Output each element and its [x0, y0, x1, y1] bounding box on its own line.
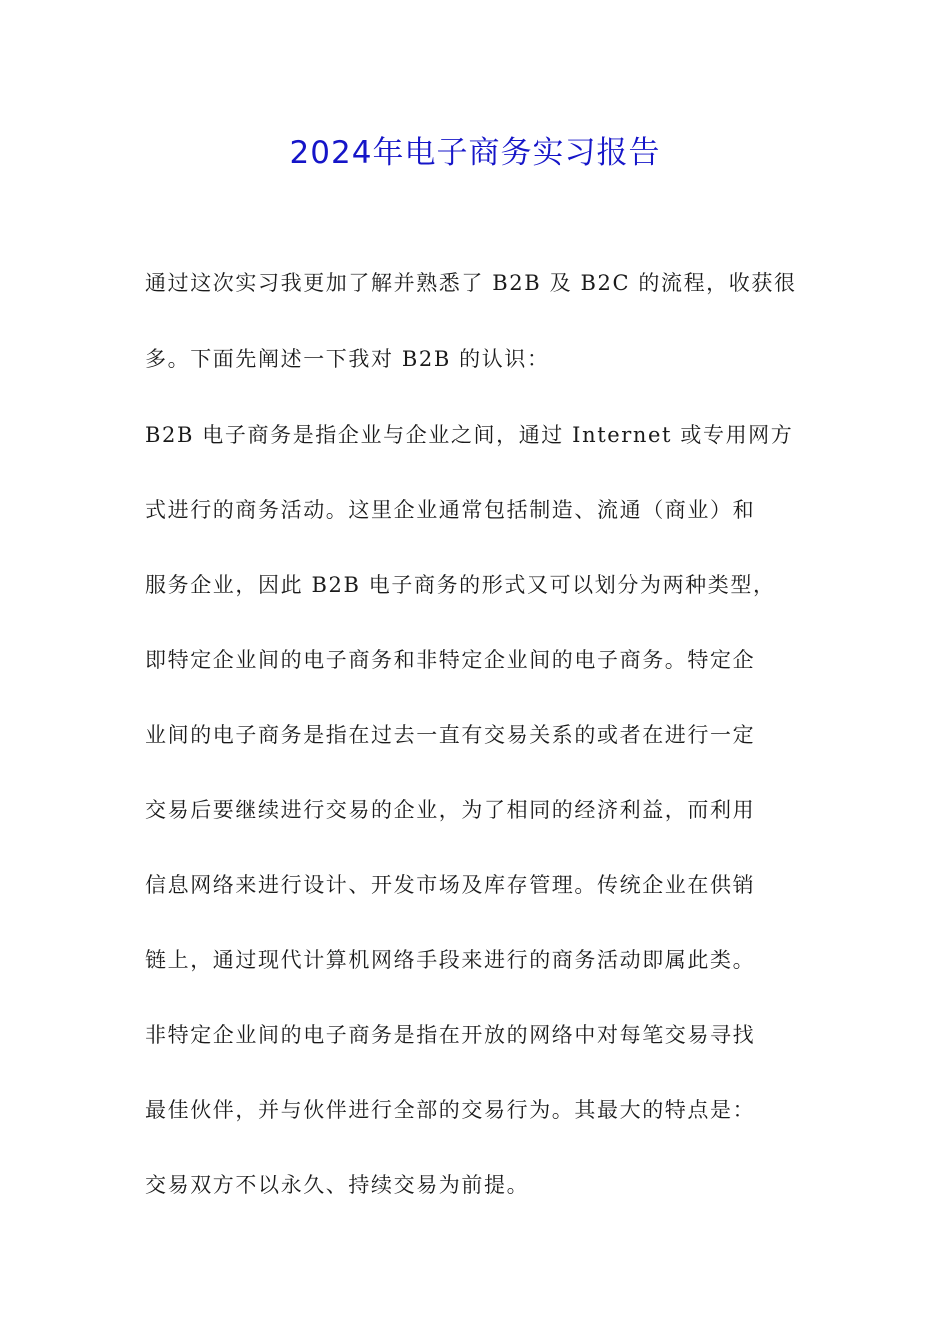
paragraph-line: 式进行的商务活动。这里企业通常包括制造、流通（商业）和: [145, 498, 756, 522]
paragraph-line: 链上，通过现代计算机网络手段来进行的商务活动即属此类。: [145, 948, 756, 972]
paragraph-line: 交易后要继续进行交易的企业，为了相同的经济利益，而利用: [145, 798, 756, 822]
paragraph-line: 通过这次实习我更加了解并熟悉了 B2B 及 B2C 的流程，收获很: [145, 271, 797, 295]
paragraph-line: 多。下面先阐述一下我对 B2B 的认识：: [145, 347, 550, 371]
paragraph-line: 最佳伙伴，并与伙伴进行全部的交易行为。其最大的特点是：: [145, 1098, 756, 1122]
paragraph-line: 交易双方不以永久、持续交易为前提。: [145, 1173, 530, 1197]
paragraph-line: 业间的电子商务是指在过去一直有交易关系的或者在进行一定: [145, 723, 756, 747]
paragraph-line: 信息网络来进行设计、开发市场及库存管理。传统企业在供销: [145, 873, 756, 897]
document-title: 2024年电子商务实习报告: [289, 135, 661, 171]
paragraph-line: B2B 电子商务是指企业与企业之间，通过 Internet 或专用网方: [145, 423, 794, 447]
paragraph-line: 即特定企业间的电子商务和非特定企业间的电子商务。特定企: [145, 648, 756, 672]
paragraph-line: 非特定企业间的电子商务是指在开放的网络中对每笔交易寻找: [145, 1023, 756, 1047]
paragraph-line: 服务企业，因此 B2B 电子商务的形式又可以划分为两种类型，: [145, 573, 776, 597]
